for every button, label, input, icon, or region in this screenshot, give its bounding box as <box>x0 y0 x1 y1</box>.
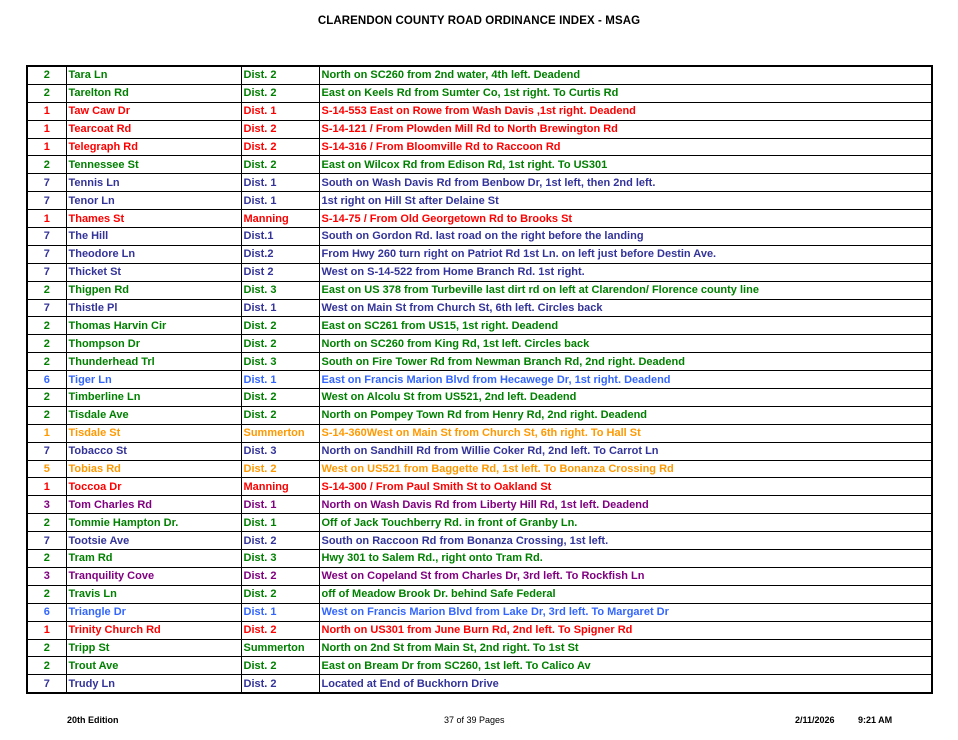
district-cell: Manning <box>241 478 319 496</box>
route-number-cell: 2 <box>27 84 66 102</box>
road-name-cell: Tisdale Ave <box>66 406 241 424</box>
district-cell: Dist. 1 <box>241 514 319 532</box>
footer-date: 2/11/2026 <box>795 715 835 725</box>
district-cell: Dist. 1 <box>241 102 319 120</box>
directions-cell: North on SC260 from King Rd, 1st left. Circles back <box>319 335 932 353</box>
district-cell: Dist. 2 <box>241 567 319 585</box>
directions-cell: West on S-14-522 from Home Branch Rd. 1st right. <box>319 263 932 281</box>
road-name-cell: Tootsie Ave <box>66 532 241 550</box>
directions-cell: North on Wash Davis Rd from Liberty Hill Rd, 1st left. Deadend <box>319 496 932 514</box>
road-name-cell: Trudy Ln <box>66 675 241 693</box>
directions-cell: North on Pompey Town Rd from Henry Rd, 2nd right. Deadend <box>319 406 932 424</box>
road-name-cell: Travis Ln <box>66 585 241 603</box>
district-cell: Dist. 2 <box>241 317 319 335</box>
district-cell: Dist. 1 <box>241 603 319 621</box>
road-name-cell: Thistle Pl <box>66 299 241 317</box>
directions-cell: West on Alcolu St from US521, 2nd left. Deadend <box>319 389 932 407</box>
district-cell: Dist. 2 <box>241 156 319 174</box>
road-name-cell: Tennessee St <box>66 156 241 174</box>
district-cell: Manning <box>241 210 319 228</box>
table-row <box>27 675 932 693</box>
road-index-body <box>27 66 932 693</box>
directions-cell: S-14-316 / From Bloomville Rd to Raccoon Rd <box>319 138 932 156</box>
district-cell: Dist. 2 <box>241 460 319 478</box>
directions-cell: East on Wilcox Rd from Edison Rd, 1st right. To US301 <box>319 156 932 174</box>
route-number-cell: 7 <box>27 245 66 263</box>
route-number-cell: 2 <box>27 550 66 568</box>
road-name-cell: Triangle Dr <box>66 603 241 621</box>
road-name-cell: Thompson Dr <box>66 335 241 353</box>
directions-cell: S-14-360West on Main St from Church St, 6th right. To Hall St <box>319 424 932 442</box>
route-number-cell: 5 <box>27 460 66 478</box>
road-name-cell: Tobias Rd <box>66 460 241 478</box>
road-name-cell: Tom Charles Rd <box>66 496 241 514</box>
district-cell: Dist 2 <box>241 263 319 281</box>
directions-cell: S-14-121 / From Plowden Mill Rd to North Brewington Rd <box>319 120 932 138</box>
route-number-cell: 2 <box>27 317 66 335</box>
road-name-cell: Trinity Church Rd <box>66 621 241 639</box>
directions-cell: 1st right on Hill St after Delaine St <box>319 192 932 210</box>
road-name-cell: Thunderhead Trl <box>66 353 241 371</box>
directions-cell: South on Raccoon Rd from Bonanza Crossing, 1st left. <box>319 532 932 550</box>
table-row <box>27 102 932 120</box>
route-number-cell: 2 <box>27 156 66 174</box>
district-cell: Dist.1 <box>241 228 319 246</box>
district-cell: Summerton <box>241 424 319 442</box>
route-number-cell: 2 <box>27 657 66 675</box>
road-name-cell: Theodore Ln <box>66 245 241 263</box>
route-number-cell: 3 <box>27 496 66 514</box>
district-cell: Dist. 3 <box>241 281 319 299</box>
directions-cell: North on Sandhill Rd from Willie Coker Rd, 2nd left. To Carrot Ln <box>319 442 932 460</box>
district-cell: Dist. 2 <box>241 406 319 424</box>
table-row <box>27 120 932 138</box>
district-cell: Dist. 2 <box>241 675 319 693</box>
road-name-cell: Tearcoat Rd <box>66 120 241 138</box>
directions-cell: Off of Jack Touchberry Rd. in front of Granby Ln. <box>319 514 932 532</box>
table-row <box>27 281 932 299</box>
table-row <box>27 532 932 550</box>
table-row <box>27 621 932 639</box>
route-number-cell: 1 <box>27 210 66 228</box>
table-row <box>27 156 932 174</box>
table-row <box>27 603 932 621</box>
route-number-cell: 7 <box>27 192 66 210</box>
table-row <box>27 84 932 102</box>
district-cell: Dist. 2 <box>241 389 319 407</box>
route-number-cell: 7 <box>27 442 66 460</box>
road-name-cell: Thomas Harvin Cir <box>66 317 241 335</box>
footer-edition: 20th Edition <box>67 715 119 725</box>
road-name-cell: Trout Ave <box>66 657 241 675</box>
road-name-cell: Taw Caw Dr <box>66 102 241 120</box>
directions-cell: East on Keels Rd from Sumter Co, 1st right. To Curtis Rd <box>319 84 932 102</box>
table-row <box>27 389 932 407</box>
table-row <box>27 138 932 156</box>
route-number-cell: 3 <box>27 567 66 585</box>
route-number-cell: 7 <box>27 174 66 192</box>
road-name-cell: Tripp St <box>66 639 241 657</box>
district-cell: Dist. 2 <box>241 66 319 84</box>
table-row <box>27 424 932 442</box>
directions-cell: North on 2nd St from Main St, 2nd right. To 1st St <box>319 639 932 657</box>
road-name-cell: Thames St <box>66 210 241 228</box>
route-number-cell: 2 <box>27 66 66 84</box>
route-number-cell: 2 <box>27 389 66 407</box>
route-number-cell: 2 <box>27 281 66 299</box>
directions-cell: South on Wash Davis Rd from Benbow Dr, 1st left, then 2nd left. <box>319 174 932 192</box>
district-cell: Dist. 2 <box>241 138 319 156</box>
table-row <box>27 192 932 210</box>
route-number-cell: 2 <box>27 639 66 657</box>
directions-cell: West on Francis Marion Blvd from Lake Dr, 3rd left. To Margaret Dr <box>319 603 932 621</box>
directions-cell: South on Fire Tower Rd from Newman Branch Rd, 2nd right. Deadend <box>319 353 932 371</box>
table-row <box>27 299 932 317</box>
route-number-cell: 1 <box>27 138 66 156</box>
route-number-cell: 7 <box>27 532 66 550</box>
district-cell: Dist. 2 <box>241 532 319 550</box>
road-name-cell: Tranquility Cove <box>66 567 241 585</box>
route-number-cell: 2 <box>27 335 66 353</box>
district-cell: Summerton <box>241 639 319 657</box>
table-row <box>27 550 932 568</box>
road-name-cell: Tenor Ln <box>66 192 241 210</box>
table-row <box>27 406 932 424</box>
footer-time: 9:21 AM <box>858 715 893 725</box>
table-row <box>27 639 932 657</box>
directions-cell: S-14-300 / From Paul Smith St to Oakland St <box>319 478 932 496</box>
district-cell: Dist. 1 <box>241 174 319 192</box>
page-title: CLARENDON COUNTY ROAD ORDINANCE INDEX - MSAG <box>317 15 641 27</box>
district-cell: Dist. 3 <box>241 442 319 460</box>
road-name-cell: Tommie Hampton Dr. <box>66 514 241 532</box>
table-row <box>27 514 932 532</box>
table-row <box>27 353 932 371</box>
table-row <box>27 245 932 263</box>
road-name-cell: Tisdale St <box>66 424 241 442</box>
route-number-cell: 1 <box>27 621 66 639</box>
directions-cell: South on Gordon Rd. last road on the right before the landing <box>319 228 932 246</box>
directions-cell: From Hwy 260 turn right on Patriot Rd 1st Ln. on left just before Destin Ave. <box>319 245 932 263</box>
district-cell: Dist. 1 <box>241 192 319 210</box>
district-cell: Dist. 2 <box>241 335 319 353</box>
footer-page-count: 37 of 39 Pages <box>444 715 505 725</box>
district-cell: Dist. 1 <box>241 299 319 317</box>
directions-cell: North on US301 from June Burn Rd, 2nd left. To Spigner Rd <box>319 621 932 639</box>
district-cell: Dist. 2 <box>241 120 319 138</box>
route-number-cell: 2 <box>27 514 66 532</box>
table-row <box>27 585 932 603</box>
route-number-cell: 2 <box>27 406 66 424</box>
district-cell: Dist. 2 <box>241 657 319 675</box>
route-number-cell: 6 <box>27 371 66 389</box>
road-name-cell: Thicket St <box>66 263 241 281</box>
route-number-cell: 2 <box>27 585 66 603</box>
table-row <box>27 496 932 514</box>
district-cell: Dist. 1 <box>241 371 319 389</box>
directions-cell: North on SC260 from 2nd water, 4th left. Deadend <box>319 66 932 84</box>
directions-cell: Hwy 301 to Salem Rd., right onto Tram Rd. <box>319 550 932 568</box>
route-number-cell: 1 <box>27 120 66 138</box>
table-row <box>27 263 932 281</box>
road-name-cell: Tobacco St <box>66 442 241 460</box>
district-cell: Dist. 2 <box>241 84 319 102</box>
district-cell: Dist. 1 <box>241 496 319 514</box>
road-name-cell: Tara Ln <box>66 66 241 84</box>
directions-cell: East on SC261 from US15, 1st right. Deadend <box>319 317 932 335</box>
table-row <box>27 317 932 335</box>
district-cell: Dist. 3 <box>241 550 319 568</box>
route-number-cell: 6 <box>27 603 66 621</box>
directions-cell: East on Bream Dr from SC260, 1st left. To Calico Av <box>319 657 932 675</box>
table-row <box>27 66 932 84</box>
district-cell: Dist. 3 <box>241 353 319 371</box>
table-row <box>27 174 932 192</box>
road-name-cell: Tram Rd <box>66 550 241 568</box>
route-number-cell: 1 <box>27 478 66 496</box>
directions-cell: S-14-553 East on Rowe from Wash Davis ,1st right. Deadend <box>319 102 932 120</box>
route-number-cell: 1 <box>27 102 66 120</box>
table-row <box>27 371 932 389</box>
table-row <box>27 210 932 228</box>
road-name-cell: Tarelton Rd <box>66 84 241 102</box>
table-row <box>27 478 932 496</box>
directions-cell: off of Meadow Brook Dr. behind Safe Federal <box>319 585 932 603</box>
road-name-cell: Thigpen Rd <box>66 281 241 299</box>
table-row <box>27 460 932 478</box>
road-name-cell: Timberline Ln <box>66 389 241 407</box>
directions-cell: West on US521 from Baggette Rd, 1st left. To Bonanza Crossing Rd <box>319 460 932 478</box>
table-row <box>27 228 932 246</box>
directions-cell: East on Francis Marion Blvd from Hecawege Dr, 1st right. Deadend <box>319 371 932 389</box>
road-index-table <box>26 65 933 694</box>
route-number-cell: 7 <box>27 228 66 246</box>
route-number-cell: 1 <box>27 424 66 442</box>
road-name-cell: Toccoa Dr <box>66 478 241 496</box>
directions-cell: Located at End of Buckhorn Drive <box>319 675 932 693</box>
route-number-cell: 7 <box>27 675 66 693</box>
table-row <box>27 657 932 675</box>
directions-cell: West on Copeland St from Charles Dr, 3rd left. To Rockfish Ln <box>319 567 932 585</box>
route-number-cell: 2 <box>27 353 66 371</box>
road-name-cell: Tiger Ln <box>66 371 241 389</box>
directions-cell: S-14-75 / From Old Georgetown Rd to Brooks St <box>319 210 932 228</box>
route-number-cell: 7 <box>27 263 66 281</box>
district-cell: Dist. 2 <box>241 585 319 603</box>
district-cell: Dist. 2 <box>241 621 319 639</box>
road-name-cell: Telegraph Rd <box>66 138 241 156</box>
table-row <box>27 567 932 585</box>
directions-cell: East on US 378 from Turbeville last dirt rd on left at Clarendon/ Florence county line <box>319 281 932 299</box>
road-name-cell: Tennis Ln <box>66 174 241 192</box>
table-row <box>27 442 932 460</box>
directions-cell: West on Main St from Church St, 6th left. Circles back <box>319 299 932 317</box>
table-row <box>27 335 932 353</box>
route-number-cell: 7 <box>27 299 66 317</box>
road-name-cell: The Hill <box>66 228 241 246</box>
district-cell: Dist.2 <box>241 245 319 263</box>
